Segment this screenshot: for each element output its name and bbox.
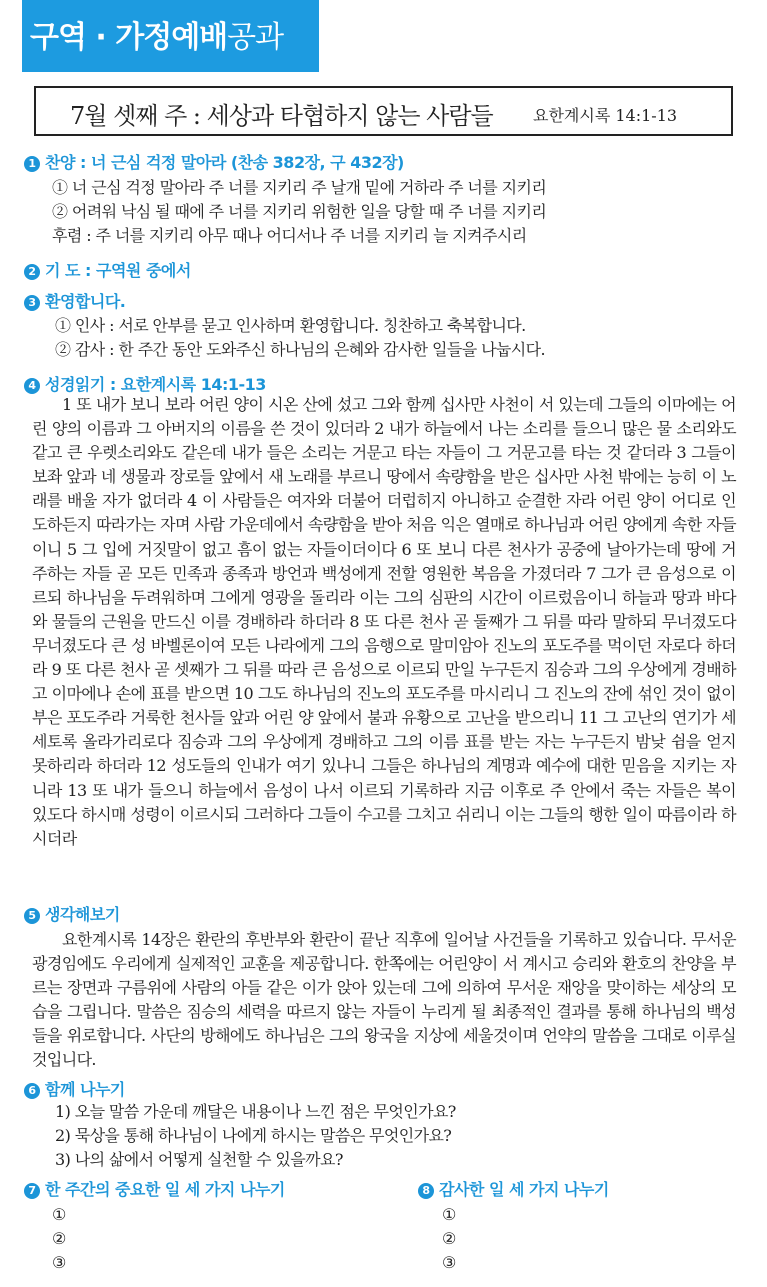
important-item-1: ①	[52, 1205, 66, 1224]
hymn-verse-1: ① 너 근심 걱정 말아라 주 너를 지키리 주 날개 밑에 거하라 주 너를 지키리	[52, 178, 547, 197]
sharing-question-2: 2) 묵상을 통해 하나님이 나에게 하시는 말씀은 무엇인가요?	[55, 1126, 452, 1145]
section-sharing-heading: 6 함께 나누기	[24, 1077, 125, 1100]
section-thanks-heading: 8 감사한 일 세 가지 나누기	[418, 1177, 609, 1200]
thanks-item-3: ③	[442, 1253, 456, 1272]
hymn-chorus: 후렴 : 주 너를 지키리 아무 때나 어디서나 주 너를 지키리 늘 지켜주시리	[52, 226, 527, 245]
important-item-2: ②	[52, 1229, 66, 1248]
hymn-verse-2: ② 어려워 낙심 될 때에 주 너를 지키리 위험한 일을 당할 때 주 너를 지키리	[52, 202, 547, 221]
sharing-question-1: 1) 오늘 말씀 가운데 깨달은 내용이나 느낀 점은 무엇인가요?	[55, 1102, 456, 1121]
welcome-greeting: ① 인사 : 서로 안부를 묻고 인사하며 환영합니다. 칭찬하고 축복합니다.	[55, 316, 526, 335]
section-prayer-heading: 2 기 도 : 구역원 중에서	[24, 258, 191, 281]
thanks-item-1: ①	[442, 1205, 456, 1224]
section-reflection-heading: 5 생각해보기	[24, 902, 120, 925]
scripture-reference: 요한계시록 14:1-13	[533, 106, 678, 125]
section-welcome-heading: 3 환영합니다.	[24, 289, 125, 312]
section-reading-heading: 4 성경읽기 : 요한계시록 14:1-13	[24, 372, 266, 395]
section-hymn-heading: 1 찬양 : 너 근심 걱정 말아라 (찬송 382장, 구 432장)	[24, 150, 404, 173]
thanks-item-2: ②	[442, 1229, 456, 1248]
scripture-text: 1 또 내가 보니 보라 어린 양이 시온 산에 섰고 그와 함께 십사만 사천이 서 있는데 그들의 이마에는 어린 양의 이름과 그 아버지의 이름을 쓴 것이 있더라 2 내가 하늘에서 나는 소리를 들으니 많은 물 소리와도 같고 큰 우렛소리와도 같은데 내가 들은 소리는 거문고 타는 자들이 그 거문고를 타는 것 같더라 3 그들이 보좌 앞과 네 생물과 장로들 앞에서 새 노래를 부르니 땅에서 속량함을 받은 십사만 사천 밖에는 능히 이 노래를 배울 자가 없더라 4 이 사람들은 여자와 더불어 더럽히지 아니하고 순결한 자라 어린 양이 어디로 인도하든지 따라가는 자며 사람 가운데에서 속량함을 받아 처음 익은 열매로 하나님과 어린 양에게 속한 자들이니 5 그 입에 거짓말이 없고 흠이 없는 자들이더이다 6 또 보니 다른 천사가 공중에 날아가는데 땅에 거주하는 자들 곧 모든 민족과 종족과 방언과 백성에게 전할 영원한 복음을 가졌더라 7 그가 큰 음성으로 이르되 하나님을 두려워하며 그에게 영광을 돌리라 이는 그의 심판의 시간이 이르렀음이니 하늘과 땅과 바다와 물들의 근원을 만드신 이를 경배하라 하더라 8 또 다른 천사 곧 둘째가 그 뒤를 따라 말하되 무너졌도다 무너졌도다 큰 성 바벨론이여 모든 나라에게 그의 음행으로 말미암아 진노의 포도주를 먹이던 자로다 하더라 9 또 다른 천사 곧 셋째가 그 뒤를 따라 큰 음성으로 이르되 만일 누구든지 짐승과 그의 우상에게 경배하고 이마에나 손에 표를 받으면 10 그도 하나님의 진노의 포도주를 마시리니 그 진노의 잔에 섞인 것이 없이 부은 포도주라 거룩한 천사들 앞과 어린 양 앞에서 불과 유황으로 고난을 받으리니 11 그 고난의 연기가 세세토록 올라가리로다 짐승과 그의 우상에게 경배하고 그의 이름 표를 받는 자는 누구든지 밤낮 쉼을 얻지 못하리라 하더라 12 성도들의 인내가 여기 있나니 그들은 하나님의 계명과 예수에 대한 믿음을 지키는 자니라 13 또 내가 들으니 하늘에서 음성이 나서 이르되 기록하라 지금 이후로 주 안에서 죽는 자들은 복이 있도다 하시매 성령이 이르시되 그러하다 그들이 수고를 그치고 쉬리니 이는 그들의 행한 일이 따름이라 하시더라	[32, 395, 736, 848]
reflection-text: 요한계시록 14장은 환란의 후반부와 환란이 끝난 직후에 일어날 사건들을 기록하고 있습니다. 무서운 광경임에도 우리에게 실제적인 교훈을 제공합니다. 한쪽에는 어린양이 서 계시고 승리와 환호의 찬양을 부르는 장면과 구름위에 사람의 아들 같은 이가 앉아 있는데 그에 의하여 무서운 재앙을 맞이하는 세상의 모습을 그립니다. 말씀은 짐승의 세력을 따르지 않는 자들이 누리게 될 최종적인 결과를 통해 하나님의 백성들을 위로합니다. 사단의 방해에도 하나님은 그의 왕국을 지상에 세울것이며 언약의 말씀을 그대로 이루실것입니다.	[32, 930, 736, 1070]
sharing-question-3: 3) 나의 삶에서 어떻게 실천할 수 있을까요?	[55, 1150, 343, 1169]
lesson-title: 7월 셋째 주 : 세상과 타협하지 않는 사람들	[70, 102, 493, 130]
welcome-thanks: ② 감사 : 한 주간 동안 도와주신 하나님의 은혜와 감사한 일들을 나눕시다.	[55, 340, 545, 359]
important-item-3: ③	[52, 1253, 66, 1272]
section-important-heading: 7 한 주간의 중요한 일 세 가지 나누기	[24, 1177, 285, 1200]
header-title: 구역 · 가정예배공과	[30, 20, 284, 55]
